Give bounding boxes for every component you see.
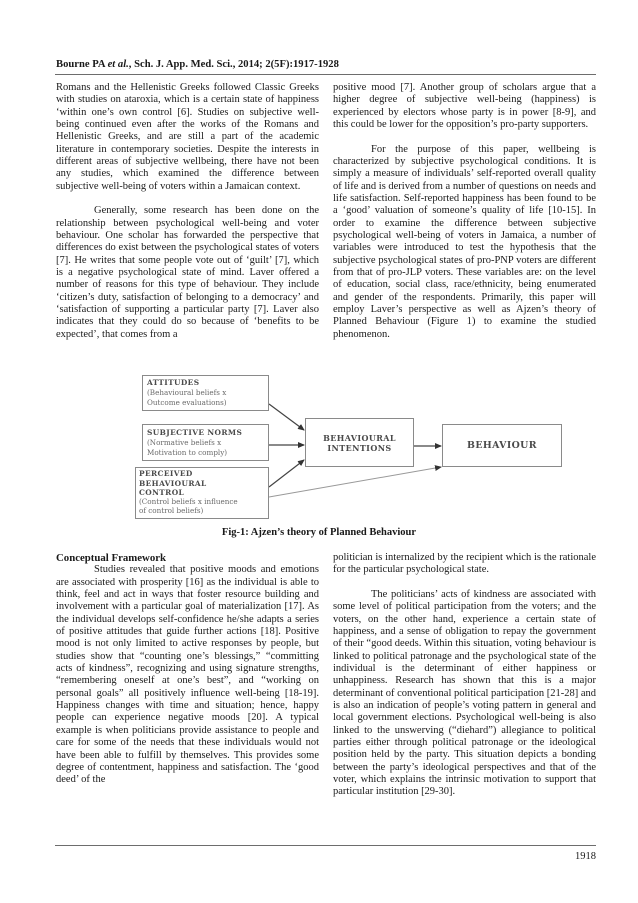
behaviour-label: BEHAVIOUR	[467, 439, 537, 451]
section-title-conceptual-framework: Conceptual Framework	[56, 552, 167, 564]
perceived-behavioural-control-box	[135, 467, 269, 519]
attitudes-detail: Outcome evaluations)	[147, 398, 227, 407]
header-author: Bourne PA	[56, 59, 105, 70]
paragraph: politician is internalized by the recipient which is the rationale for the particular psychological state.	[333, 552, 596, 576]
page-number: 1918	[575, 851, 596, 862]
paragraph: positive mood [7]. Another group of scholars argue that a higher degree of subjective well-being (happiness) is experienced by electors whose party is in power [8-9], and this could be lower for the opposition’s pro-party supporters.	[333, 82, 596, 131]
attitudes-title: ATTITUDES	[147, 378, 200, 387]
norms-title: SUBJECTIVE NORMS	[147, 428, 243, 437]
right-column-bottom	[333, 552, 596, 799]
paragraph: Studies revealed that positive moods and emotions are associated with prosperity [16] as the individual is able to think, feel and act in ways that foster resource building and involvement with a particular goal of materialization [17]. As the individual develops self-confidence he/she adapts a series of positive attitudes that guide further actions [18]. Positive mood is not only limited to active responses by people, but studies show that “counting one’s blessings,” “committing acts of kindness”, recognizing and using signature strengths, “remembering oneself at one’s best”, and “working on personal goals” all positively influence well-being [18-19]. Happiness changes with time and situation; hence, happy people can experience negative moods [20]. A typical example is when politicians provide assistance to people and care for some of the needs that these individuals would not have been able to fulfill by themselves. This provides some degree of contentment, happiness and satisfaction. The ‘good deed’ of the	[56, 564, 319, 786]
intentions-label: BEHAVIOURAL	[323, 432, 396, 443]
header-etal: et al.	[107, 59, 129, 70]
right-column-top	[333, 82, 596, 341]
norms-detail: (Normative beliefs x	[147, 438, 222, 447]
paragraph: The politicians’ acts of kindness are associated with some level of political participation from the voters; and the voters, on the other hand, experience a certain state of happiness, and a sense of obligation to repay the government of their “good deeds. Within this situation, voting behaviour is linked to political patronage and the psychological state of the individual is the determinant of either happiness or unhappiness. Research has shown that this is a major determinant of conventional political participation [21-28] and is also an indication of people’s voting pattern in general and local government elections. Psychological well-being is also linked to the unswerving (“diehard”) allegiance to political parties either through political patronage or the ideological position held by the party. This situation depicts a bonding between the party’s ideological perspectives and that of the voter, which explains the intrinsic motivation to support that particular institution [29-30].	[333, 588, 596, 798]
left-column-bottom	[56, 552, 319, 787]
figure-caption: Fig-1: Ajzen’s theory of Planned Behaviour	[221, 527, 417, 538]
footer-rule	[55, 845, 596, 846]
paragraph: Generally, some research has been done on the relationship between psychological well-being and voter behaviour. One scholar has forwarded the perspective that differences do exist between the psychological states of voters [7]. He writes that some people vote out of ‘guilt’ [7], which is a negative psychological state of mind. Laver offered a number of reasons for this type of behaviour. They include ‘citizen’s duty, satisfaction of belonging to a democracy’ and ‘satisfaction of supporting a particular party [7]. Laver also indicates that they could do so because of ‘benefits to be expected’, that comes from a	[56, 205, 319, 340]
paragraph: For the purpose of this paper, wellbeing is characterized by subjective psychological conditions. It is simply a measure of individuals’ self-reported overall quality of life and is derived from a number of questions on needs and life satisfaction. Self-reported happiness has been found to be a ‘good’ valuation of someone’s quality of life [10-15]. In order to examine the difference between subjective psychological well-being of voters in Jamaica, a number of variables were introduced to test the hypothesis that the subjective psychological states of pro-PNP voters are different from that of pro-JLP voters. These variables are: on the level of education, social class, race/ethnicity, being enumerated and gender of the respondents. Primarily, this paper will employ Laver’s perspective as well as Ajzen’s theory of Planned Behaviour (Figure 1) to examine the studied phenomenon.	[333, 143, 597, 340]
pbc-title: PERCEIVED	[139, 469, 193, 478]
behaviour-box	[442, 424, 562, 467]
norms-detail: Motivation to comply)	[147, 448, 228, 457]
behavioural-intentions-box	[305, 418, 414, 467]
pbc-title: BEHAVIOURAL	[139, 479, 207, 488]
header-citation: , Sch. J. App. Med. Sci., 2014; 2(5F):1917-1928	[128, 59, 339, 70]
header-rule	[55, 74, 596, 75]
running-header	[56, 59, 339, 70]
pbc-detail: (Control beliefs x influence	[139, 497, 238, 506]
left-column-top	[56, 82, 319, 341]
intentions-label: INTENTIONS	[327, 442, 392, 453]
paragraph: Romans and the Hellenistic Greeks followed Classic Greeks with studies on ataroxia, which is a certain state of happiness ‘within one’s own control [6]. Studies on subjective well-being continued even after the works of the Romans and Hellenistic Greeks, and are still a part of the academic literature in contemporary societies. Despite the interests in different areas of subjective wellbeing, there have not been any studies, which examined the difference between subjective well-being of voters within a Jamaican context.	[56, 82, 319, 192]
subjective-norms-box	[142, 424, 269, 461]
pbc-detail: of control beliefs)	[139, 506, 204, 515]
attitudes-detail: (Behavioural beliefs x	[147, 388, 227, 397]
attitudes-box	[142, 375, 269, 411]
pbc-title: CONTROL	[139, 488, 185, 497]
